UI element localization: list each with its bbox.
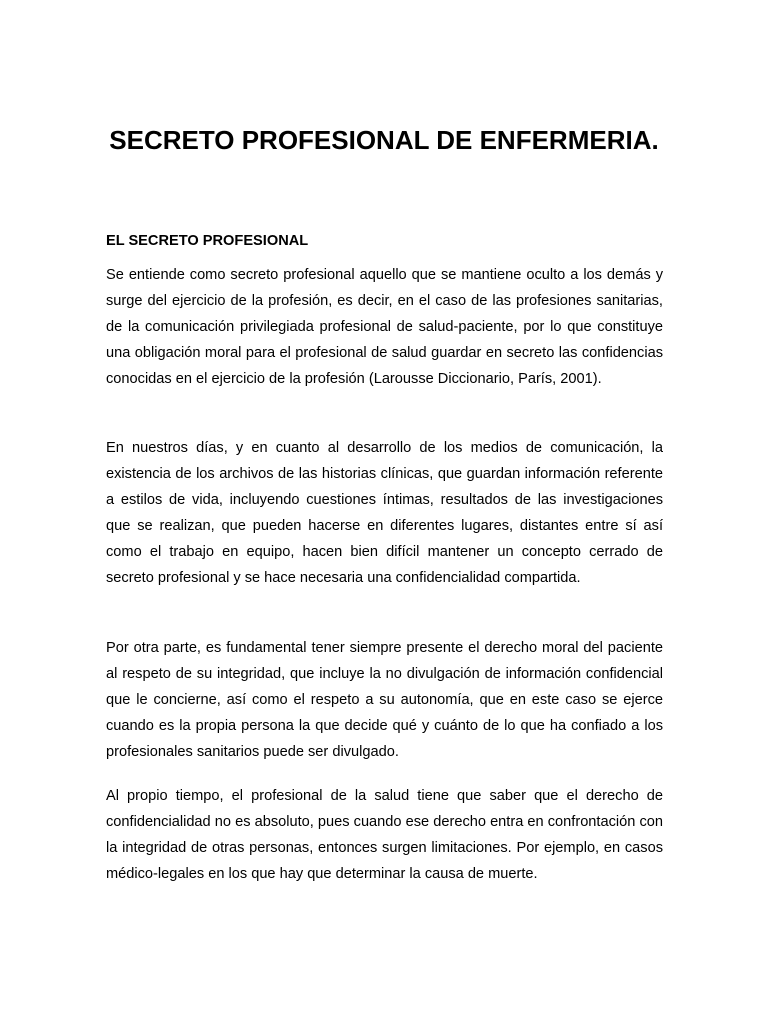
section-heading: EL SECRETO PROFESIONAL (106, 233, 309, 249)
document-title: SECRETO PROFESIONAL DE ENFERMERIA. (109, 125, 659, 155)
paragraph: Al propio tiempo, el profesional de la salud tiene que saber que el derecho de confidencialidad no es absoluto, pues cuando ese derecho entra en confrontación con la integridad de otras personas, entonces surgen limitaciones. Por ejemplo, en casos médico-legales en los que hay que determinar la causa de muerte. (106, 788, 663, 882)
paragraph: Se entiende como secreto profesional aquello que se mantiene oculto a los demás y surge del ejercicio de la profesión, es decir, en el caso de las profesiones sanitarias, de la comunicación privilegiada profesional de salud-paciente, por lo que constituye una obligación moral para el profesional de salud guardar en secreto las confidencias conocidas en el ejercicio de la profesión (Larousse Diccionario, París, 2001). (106, 267, 663, 387)
paragraph: Por otra parte, es fundamental tener siempre presente el derecho moral del paciente al respeto de su integridad, que incluye la no divulgación de información confidencial que le concierne, así como el respeto a su autonomía, que en este caso se ejerce cuando es la propia persona la que decide qué y cuánto de lo que ha confiado a los profesionales sanitarios puede ser divulgado. (106, 640, 663, 760)
paragraph: En nuestros días, y en cuanto al desarrollo de los medios de comunicación, la existencia de los archivos de las historias clínicas, que guardan información referente a estilos de vida, incluyendo cuestiones íntimas, resultados de las investigaciones que se realizan, que pueden hacerse en diferentes lugares, distantes entre sí así como el trabajo en equipo, hacen bien difícil mantener un concepto cerrado de secreto profesional y se hace necesaria una confidencialidad compartida. (106, 440, 663, 586)
